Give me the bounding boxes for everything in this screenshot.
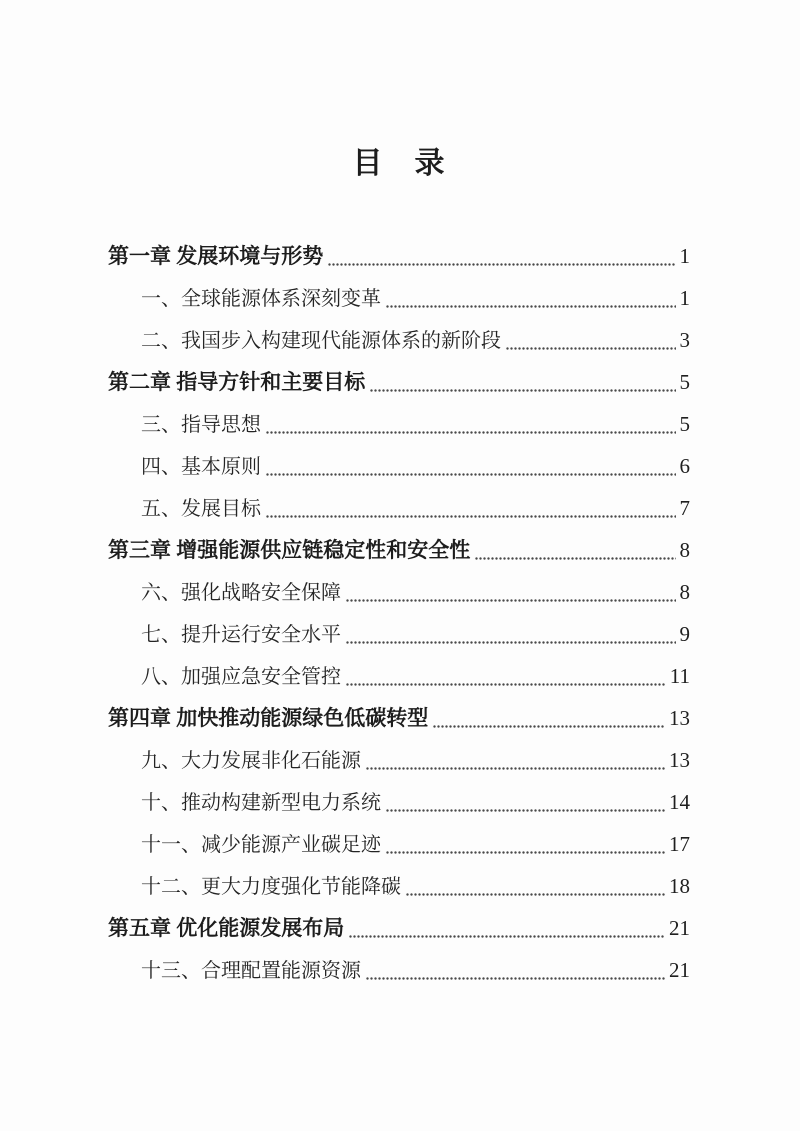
toc-entry-page-number: 3 bbox=[679, 328, 690, 352]
toc-entry-page-number: 1 bbox=[679, 286, 690, 310]
toc-row bbox=[108, 655, 690, 697]
toc-entry-page-number: 17 bbox=[669, 832, 690, 856]
toc-entry-page-number: 13 bbox=[669, 748, 690, 772]
toc-entry-page-number: 8 bbox=[679, 580, 690, 604]
toc-row bbox=[108, 403, 690, 445]
toc-row bbox=[108, 865, 690, 907]
toc-row bbox=[108, 445, 690, 487]
dot-leader bbox=[346, 641, 676, 644]
dot-leader bbox=[266, 515, 676, 518]
toc-entry-label: 五、发展目标 bbox=[141, 498, 261, 520]
table-of-contents bbox=[108, 235, 690, 991]
toc-entry-page-number: 11 bbox=[669, 664, 690, 688]
toc-row bbox=[108, 319, 690, 361]
toc-entry-page-number: 21 bbox=[669, 916, 690, 940]
dot-leader bbox=[433, 725, 665, 728]
dot-leader bbox=[328, 263, 675, 266]
toc-row bbox=[108, 697, 690, 739]
toc-entry-page-number: 7 bbox=[679, 496, 690, 520]
dot-leader bbox=[370, 389, 675, 392]
toc-row bbox=[108, 571, 690, 613]
dot-leader bbox=[386, 809, 665, 812]
dot-leader bbox=[346, 683, 666, 686]
toc-entry-page-number: 8 bbox=[679, 538, 690, 562]
toc-entry-label: 第三章 增强能源供应链稳定性和安全性 bbox=[108, 538, 471, 562]
toc-entry-label: 七、提升运行安全水平 bbox=[141, 624, 341, 646]
toc-row bbox=[108, 739, 690, 781]
dot-leader bbox=[366, 977, 665, 980]
dot-leader bbox=[506, 347, 676, 350]
toc-row bbox=[108, 361, 690, 403]
dot-leader bbox=[475, 557, 675, 560]
toc-row bbox=[108, 235, 690, 277]
toc-row bbox=[108, 823, 690, 865]
toc-entry-label: 三、指导思想 bbox=[141, 414, 261, 436]
toc-entry-page-number: 5 bbox=[679, 412, 690, 436]
dot-leader bbox=[366, 767, 665, 770]
toc-entry-page-number: 13 bbox=[669, 706, 690, 730]
toc-entry-page-number: 14 bbox=[669, 790, 690, 814]
toc-entry-label: 十二、更大力度强化节能降碳 bbox=[141, 876, 401, 898]
toc-entry-label: 十、推动构建新型电力系统 bbox=[141, 792, 381, 814]
toc-row bbox=[108, 529, 690, 571]
toc-entry-label: 第一章 发展环境与形势 bbox=[108, 244, 324, 268]
toc-entry-page-number: 21 bbox=[669, 958, 690, 982]
dot-leader bbox=[406, 893, 665, 896]
toc-row bbox=[108, 277, 690, 319]
dot-leader bbox=[349, 935, 665, 938]
toc-entry-label: 六、强化战略安全保障 bbox=[141, 582, 341, 604]
toc-entry-label: 第四章 加快推动能源绿色低碳转型 bbox=[108, 706, 429, 730]
dot-leader bbox=[266, 473, 676, 476]
toc-entry-label: 第五章 优化能源发展布局 bbox=[108, 916, 345, 940]
toc-entry-label: 九、大力发展非化石能源 bbox=[141, 750, 361, 772]
dot-leader bbox=[266, 431, 676, 434]
toc-row bbox=[108, 949, 690, 991]
toc-entry-page-number: 1 bbox=[679, 244, 690, 268]
toc-entry-label: 八、加强应急安全管控 bbox=[141, 666, 341, 688]
toc-entry-label: 十三、合理配置能源资源 bbox=[141, 960, 361, 982]
toc-row bbox=[108, 907, 690, 949]
toc-entry-label: 一、全球能源体系深刻变革 bbox=[141, 288, 381, 310]
toc-entry-label: 二、我国步入构建现代能源体系的新阶段 bbox=[141, 330, 501, 352]
toc-entry-page-number: 18 bbox=[669, 874, 690, 898]
toc-entry-page-number: 5 bbox=[679, 370, 690, 394]
dot-leader bbox=[386, 851, 665, 854]
toc-entry-label: 第二章 指导方针和主要目标 bbox=[108, 370, 366, 394]
toc-row bbox=[108, 781, 690, 823]
toc-entry-page-number: 6 bbox=[679, 454, 690, 478]
toc-row bbox=[108, 487, 690, 529]
dot-leader bbox=[346, 599, 676, 602]
page-title: 目 录 bbox=[352, 147, 446, 180]
toc-entry-page-number: 9 bbox=[679, 622, 690, 646]
dot-leader bbox=[386, 305, 676, 308]
toc-entry-label: 四、基本原则 bbox=[141, 456, 261, 478]
toc-row bbox=[108, 613, 690, 655]
toc-entry-label: 十一、减少能源产业碳足迹 bbox=[141, 834, 381, 856]
